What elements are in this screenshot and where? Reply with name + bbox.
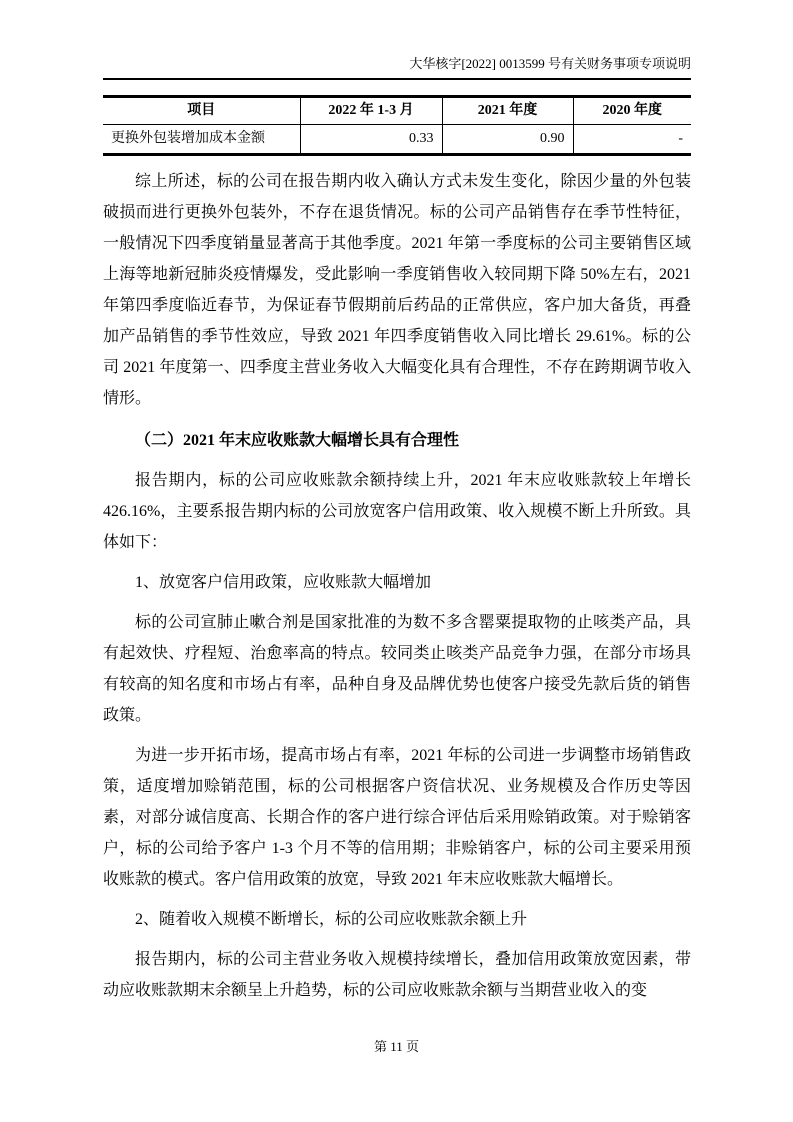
table-cell-item: 更换外包装增加成本金额 bbox=[103, 125, 300, 155]
table-header-item: 项目 bbox=[103, 97, 300, 125]
paragraph-revenue-growth: 报告期内，标的公司主营业务收入规模持续增长，叠加信用政策放宽因素，带动应收账款期末余额呈上升趋势，标的公司应收账款余额与当期营业收入的变 bbox=[103, 951, 691, 999]
document-header: 大华核字[2022] 0013599 号有关财务事项专项说明 bbox=[103, 55, 691, 80]
document-page bbox=[103, 55, 691, 1015]
page-number: 第 11 页 bbox=[373, 1039, 420, 1054]
table-header-2022: 2022 年 1-3 月 bbox=[300, 97, 442, 125]
paragraph-market-expand: 为进一步开拓市场，提高市场占有率，2021 年标的公司进一步调整市场销售政策，适度增加赊销范围，标的公司根据客户资信状况、业务规模及合作历史等因素，对部分诚信度高、长期合作的客户进行综合评估后采用赊销政策。对于赊销客户，标的公司给予客户 1-3 个月不等的信用期；非赊销客户，标的公司主要采用预收账款的模式。客户信用政策的放宽，导致 2021 年末应收账款大幅增长。 bbox=[103, 747, 691, 888]
table-cell-2021: 0.90 bbox=[442, 125, 573, 155]
sub-heading-revenue-growth: 2、随着收入规模不断增长，标的公司应收账款余额上升 bbox=[135, 911, 528, 928]
sub-heading-credit-policy: 1、放宽客户信用政策，应收账款大幅增加 bbox=[135, 574, 432, 591]
table-cell-2022: 0.33 bbox=[300, 125, 442, 155]
table-header-2020: 2020 年度 bbox=[573, 97, 691, 125]
document-body bbox=[103, 166, 691, 1006]
table-row bbox=[103, 125, 691, 155]
section-heading-receivables: （二）2021 年末应收账款大幅增长具有合理性 bbox=[135, 432, 460, 449]
table-cell-2020: - bbox=[678, 131, 683, 146]
paragraph-summary: 综上所述，标的公司在报告期内收入确认方式未发生变化，除因少量的外包装破损而进行更换外包装外，不存在退货情况。标的公司产品销售存在季节性特征，一般情况下四季度销量显著高于其他季度。2021 年第一季度标的公司主要销售区域上海等地新冠肺炎疫情爆发，受此影响一季度销售收入较同期下降 50%左右，2021 年第四季度临近春节，为保证春节假期前后药品的正常供应，客户加大备货，再叠加产品销售的季节性效应，导致 2021 年四季度销售收入同比增长 29.61%。标的公司 2021 年度第一、四季度主营业务收入大幅变化具有合理性，不存在跨期调节收入情形。 bbox=[103, 173, 691, 407]
paragraph-credit-policy: 标的公司宣肺止嗽合剂是国家批准的为数不多含罂粟提取物的止咳类产品，具有起效快、疗程短、治愈率高的特点。较同类止咳类产品竞争力强，在部分市场具有较高的知名度和市场占有率，品种自身及品牌优势也使客户接受先款后货的销售政策。 bbox=[103, 614, 691, 724]
cost-table bbox=[103, 95, 691, 156]
table-header-2021: 2021 年度 bbox=[442, 97, 573, 125]
table-header-row bbox=[103, 97, 691, 125]
paragraph-receivables: 报告期内，标的公司应收账款余额持续上升，2021 年末应收账款较上年增长 426.16%，主要系报告期内标的公司放宽客户信用政策、收入规模不断上升所致。具体如下： bbox=[103, 472, 691, 551]
